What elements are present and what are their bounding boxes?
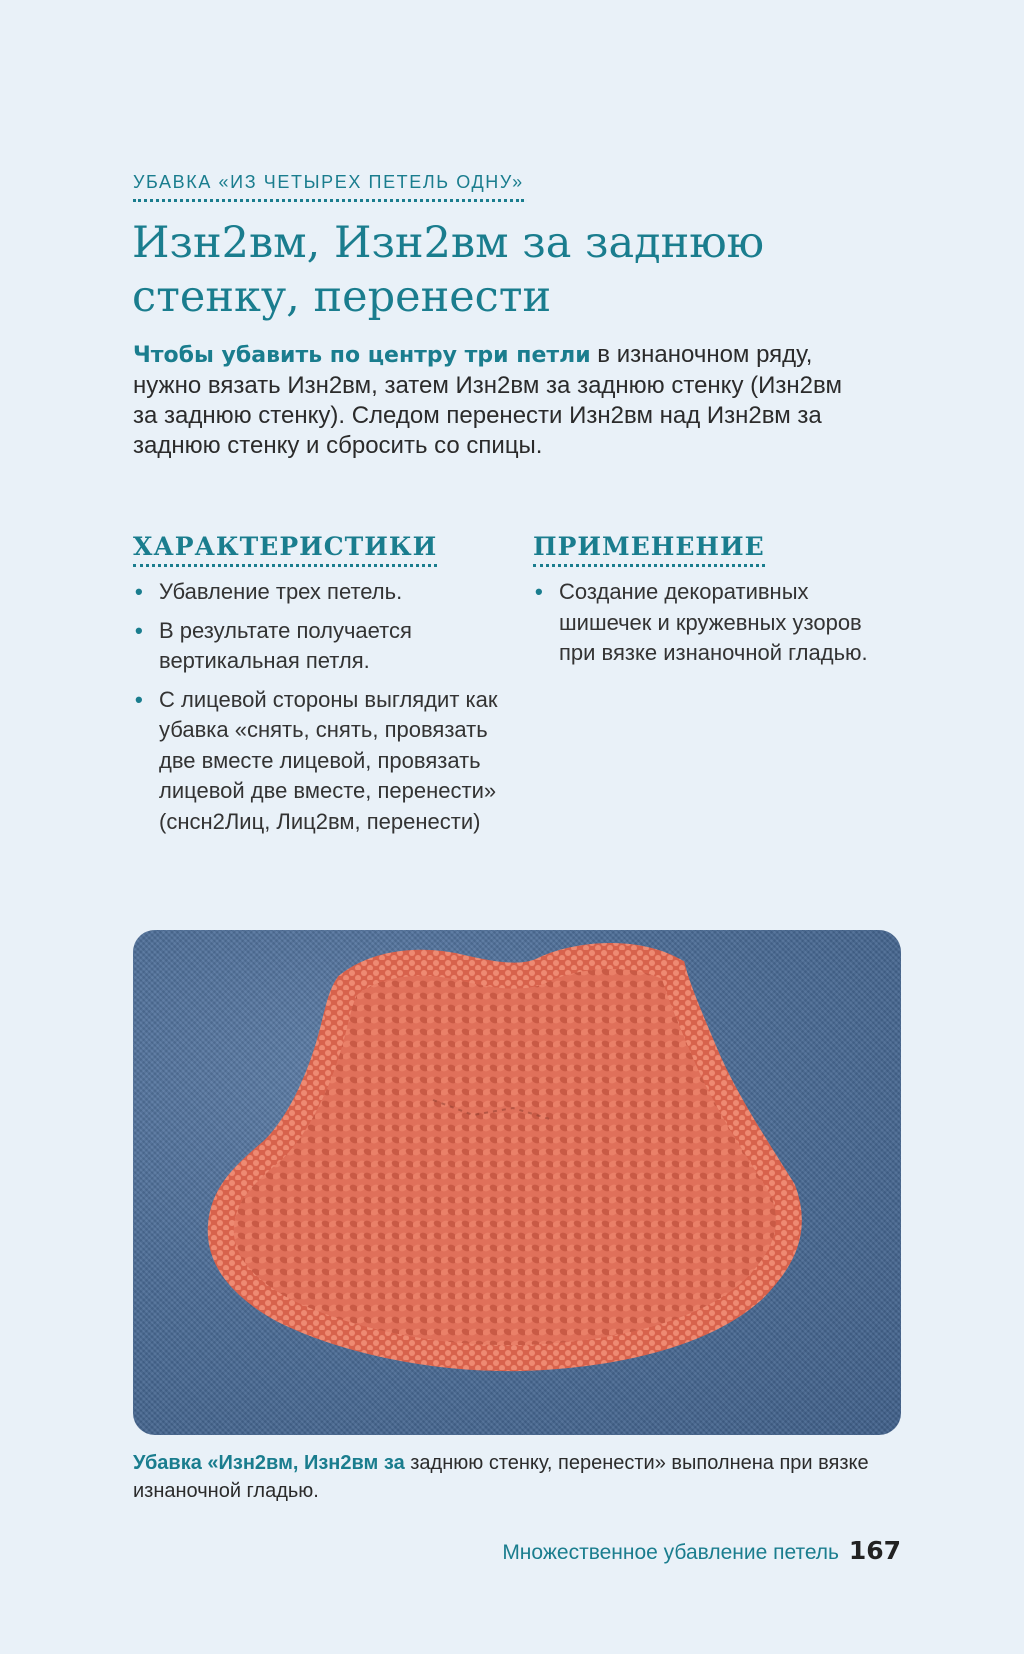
caption-rest: заднюю стенку, перенести» выполнена при вязке изнаночной гладью.	[133, 1452, 869, 1502]
knitted-swatch-photo	[133, 930, 901, 1435]
application-list	[533, 577, 893, 669]
list-item	[133, 616, 503, 677]
page-title	[132, 216, 912, 324]
intro-lead: Чтобы убавить по центру три петли	[133, 343, 591, 368]
bullet-icon: •	[135, 617, 143, 643]
bullet-icon: •	[135, 579, 143, 604]
application-column	[533, 532, 893, 677]
section-kicker: УБАВКА «ИЗ ЧЕТЫРЕХ ПЕТЕЛЬ ОДНУ»	[133, 172, 524, 202]
list-item-text: С лицевой стороны выглядит как убавка «снять, снять, провязать две вместе лицевой, провязать лицевой две вместе, перенести» (снсн2Лиц, Лиц2вм, перенести)	[159, 686, 498, 834]
list-item	[533, 577, 893, 669]
page-number: 167	[848, 1536, 901, 1565]
footer-section-title: Множественное убавление петель	[502, 1541, 839, 1564]
swatch-illustration	[133, 930, 901, 1435]
list-item-text: Убавление трех петель.	[159, 579, 403, 604]
title-line-1: Изн2вм, Изн2вм за заднюю	[132, 218, 765, 268]
list-item-text: В результате получается вертикальная петля.	[159, 617, 412, 673]
photo-caption	[133, 1449, 913, 1505]
title-line-2: стенку, перенести	[132, 272, 552, 322]
list-item	[133, 577, 503, 608]
characteristics-list	[133, 577, 503, 837]
list-item	[133, 685, 503, 838]
characteristics-column	[133, 532, 503, 845]
characteristics-heading: ХАРАКТЕРИСТИКИ	[133, 532, 437, 567]
application-heading: ПРИМЕНЕНИЕ	[533, 532, 765, 567]
list-item-text: Создание декоративных шишечек и кружевных узоров при вязке изнаночной гладью.	[559, 579, 868, 665]
intro-paragraph	[133, 340, 853, 461]
bullet-icon: •	[535, 579, 543, 604]
intro-rest: в изнаночном ряду, нужно вязать Изн2вм, затем Изн2вм за заднюю стенку (Изн2вм за заднюю стенку). Следом перенести Изн2вм над Изн2вм за заднюю стенку и сбросить со спицы.	[133, 341, 842, 459]
caption-lead: Убавка «Изн2вм, Изн2вм за	[133, 1452, 405, 1474]
bullet-icon: •	[135, 686, 143, 712]
